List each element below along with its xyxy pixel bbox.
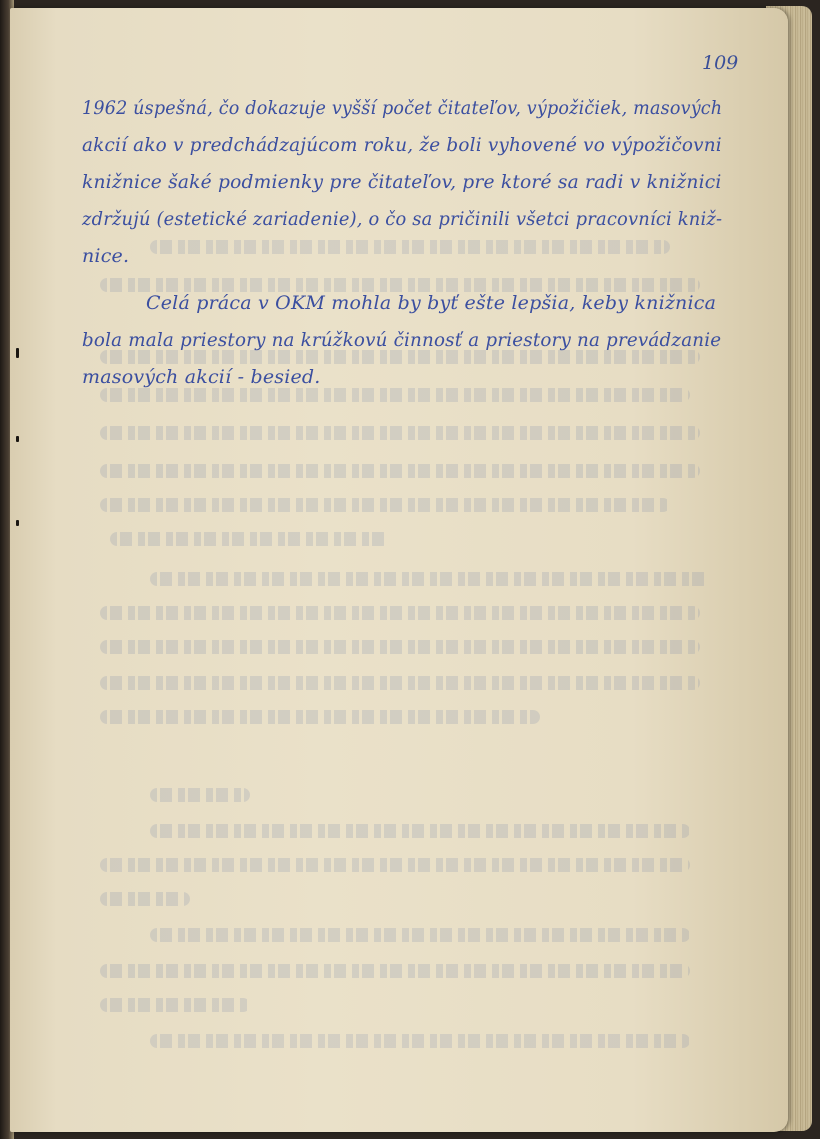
handwritten-text [82, 90, 722, 396]
binding-mark [16, 520, 19, 526]
binding-mark [16, 436, 19, 442]
text-line: zdržujú (estetické zariadenie), o čo sa pričinili všetci pracovníci kniž- [82, 208, 723, 230]
text-line: bola mala priestory na krúžkovú činnosť a priestory na prevádzanie [82, 329, 722, 351]
text-line: nice. [82, 245, 130, 267]
text-line: Celá práca v OKM mohla by byť ešte lepšia, keby knižnica [146, 292, 717, 314]
text-line: masových akcií - besied. [82, 366, 321, 388]
paragraph-2 [82, 285, 722, 396]
binding-mark [16, 348, 19, 358]
page-number: 109 [702, 52, 739, 74]
handwritten-page [10, 8, 788, 1132]
paragraph-1 [82, 90, 722, 275]
text-line: knižnice šaké podmienky pre čitateľov, pre ktoré sa radi v knižnici [82, 171, 722, 193]
text-line: akcií ako v predchádzajúcom roku, že boli vyhovené vo výpožičovni [82, 134, 722, 156]
text-line: 1962 úspešná, čo dokazuje vyšší počet čitateľov, výpožičiek, masových [82, 97, 723, 119]
